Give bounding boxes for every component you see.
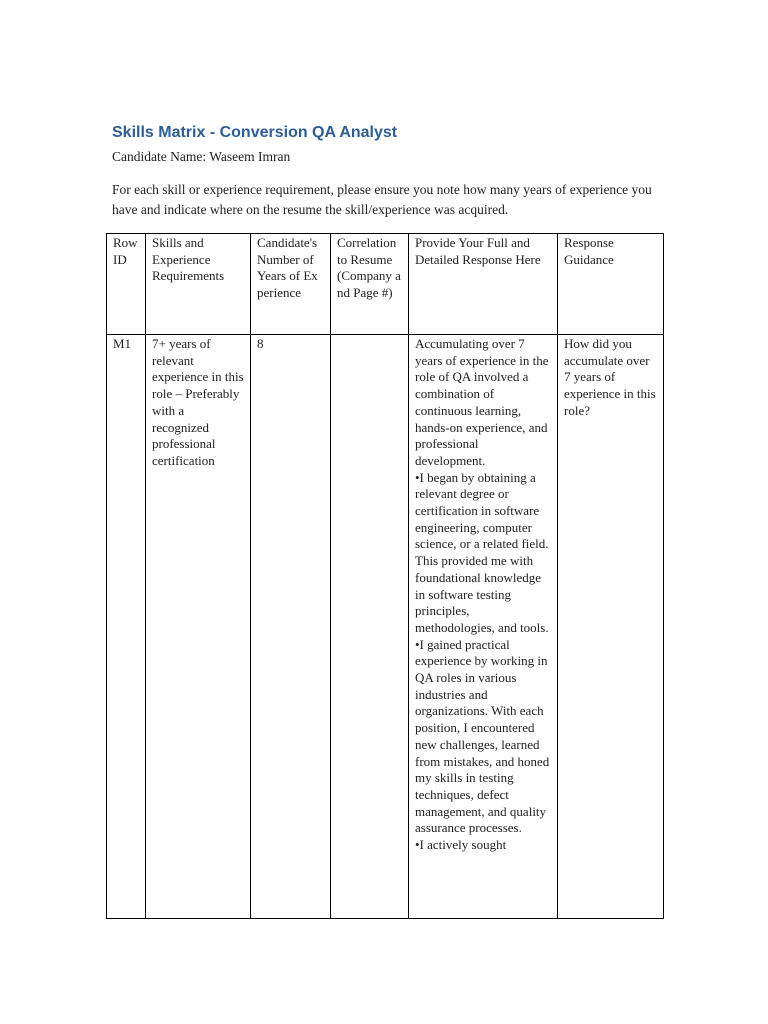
header-guidance: Response Guidance bbox=[558, 234, 664, 335]
header-skills: Skills and Experience Requirements bbox=[146, 234, 251, 335]
intro-paragraph: For each skill or experience requirement, please ensure you note how many years of experience you have and indicate where on the resume the skill/experience was acquired. bbox=[112, 182, 652, 217]
response-paragraph: Accumulating over 7 years of experience in the role of QA involved a combination of continuous learning, hands-on experience, and professional development. bbox=[415, 336, 549, 468]
skills-matrix-table bbox=[106, 233, 664, 919]
cell-guidance: How did you accumulate over 7 years of experience in this role? bbox=[558, 335, 664, 919]
cell-years: 8 bbox=[251, 335, 331, 919]
cell-skills: 7+ years of relevant experience in this role – Preferably with a recognized professional certification bbox=[146, 335, 251, 919]
cell-row-id: M1 bbox=[107, 335, 146, 919]
response-bullet: •I gained practical experience by working in QA roles in various industries and organizations. With each position, I encountered new challenges, learned from mistakes, and honed my skills in testing techniques, defect management, and quality assurance processes. bbox=[415, 636, 550, 836]
cell-response bbox=[409, 335, 558, 919]
header-correlation: Correlation to Resume (Company and Page #) bbox=[331, 234, 409, 335]
header-row-id: Row ID bbox=[107, 234, 146, 335]
header-response: Provide Your Full and Detailed Response Here bbox=[409, 234, 558, 335]
candidate-name: Candidate Name: Waseem Imran bbox=[112, 149, 291, 164]
table-header-row bbox=[107, 234, 664, 335]
table-row bbox=[107, 335, 664, 919]
document-title: Skills Matrix - Conversion QA Analyst bbox=[112, 124, 398, 141]
cell-correlation bbox=[331, 335, 409, 919]
response-bullet: •I began by obtaining a relevant degree or certification in software engineering, computer science, or a related field. This provided me with foundational knowledge in software testing principles, methodologies, and tools. bbox=[415, 469, 549, 635]
header-years: Candidate's Number of Years of Experience bbox=[251, 234, 331, 335]
response-bullet: •I actively sought bbox=[415, 837, 507, 853]
